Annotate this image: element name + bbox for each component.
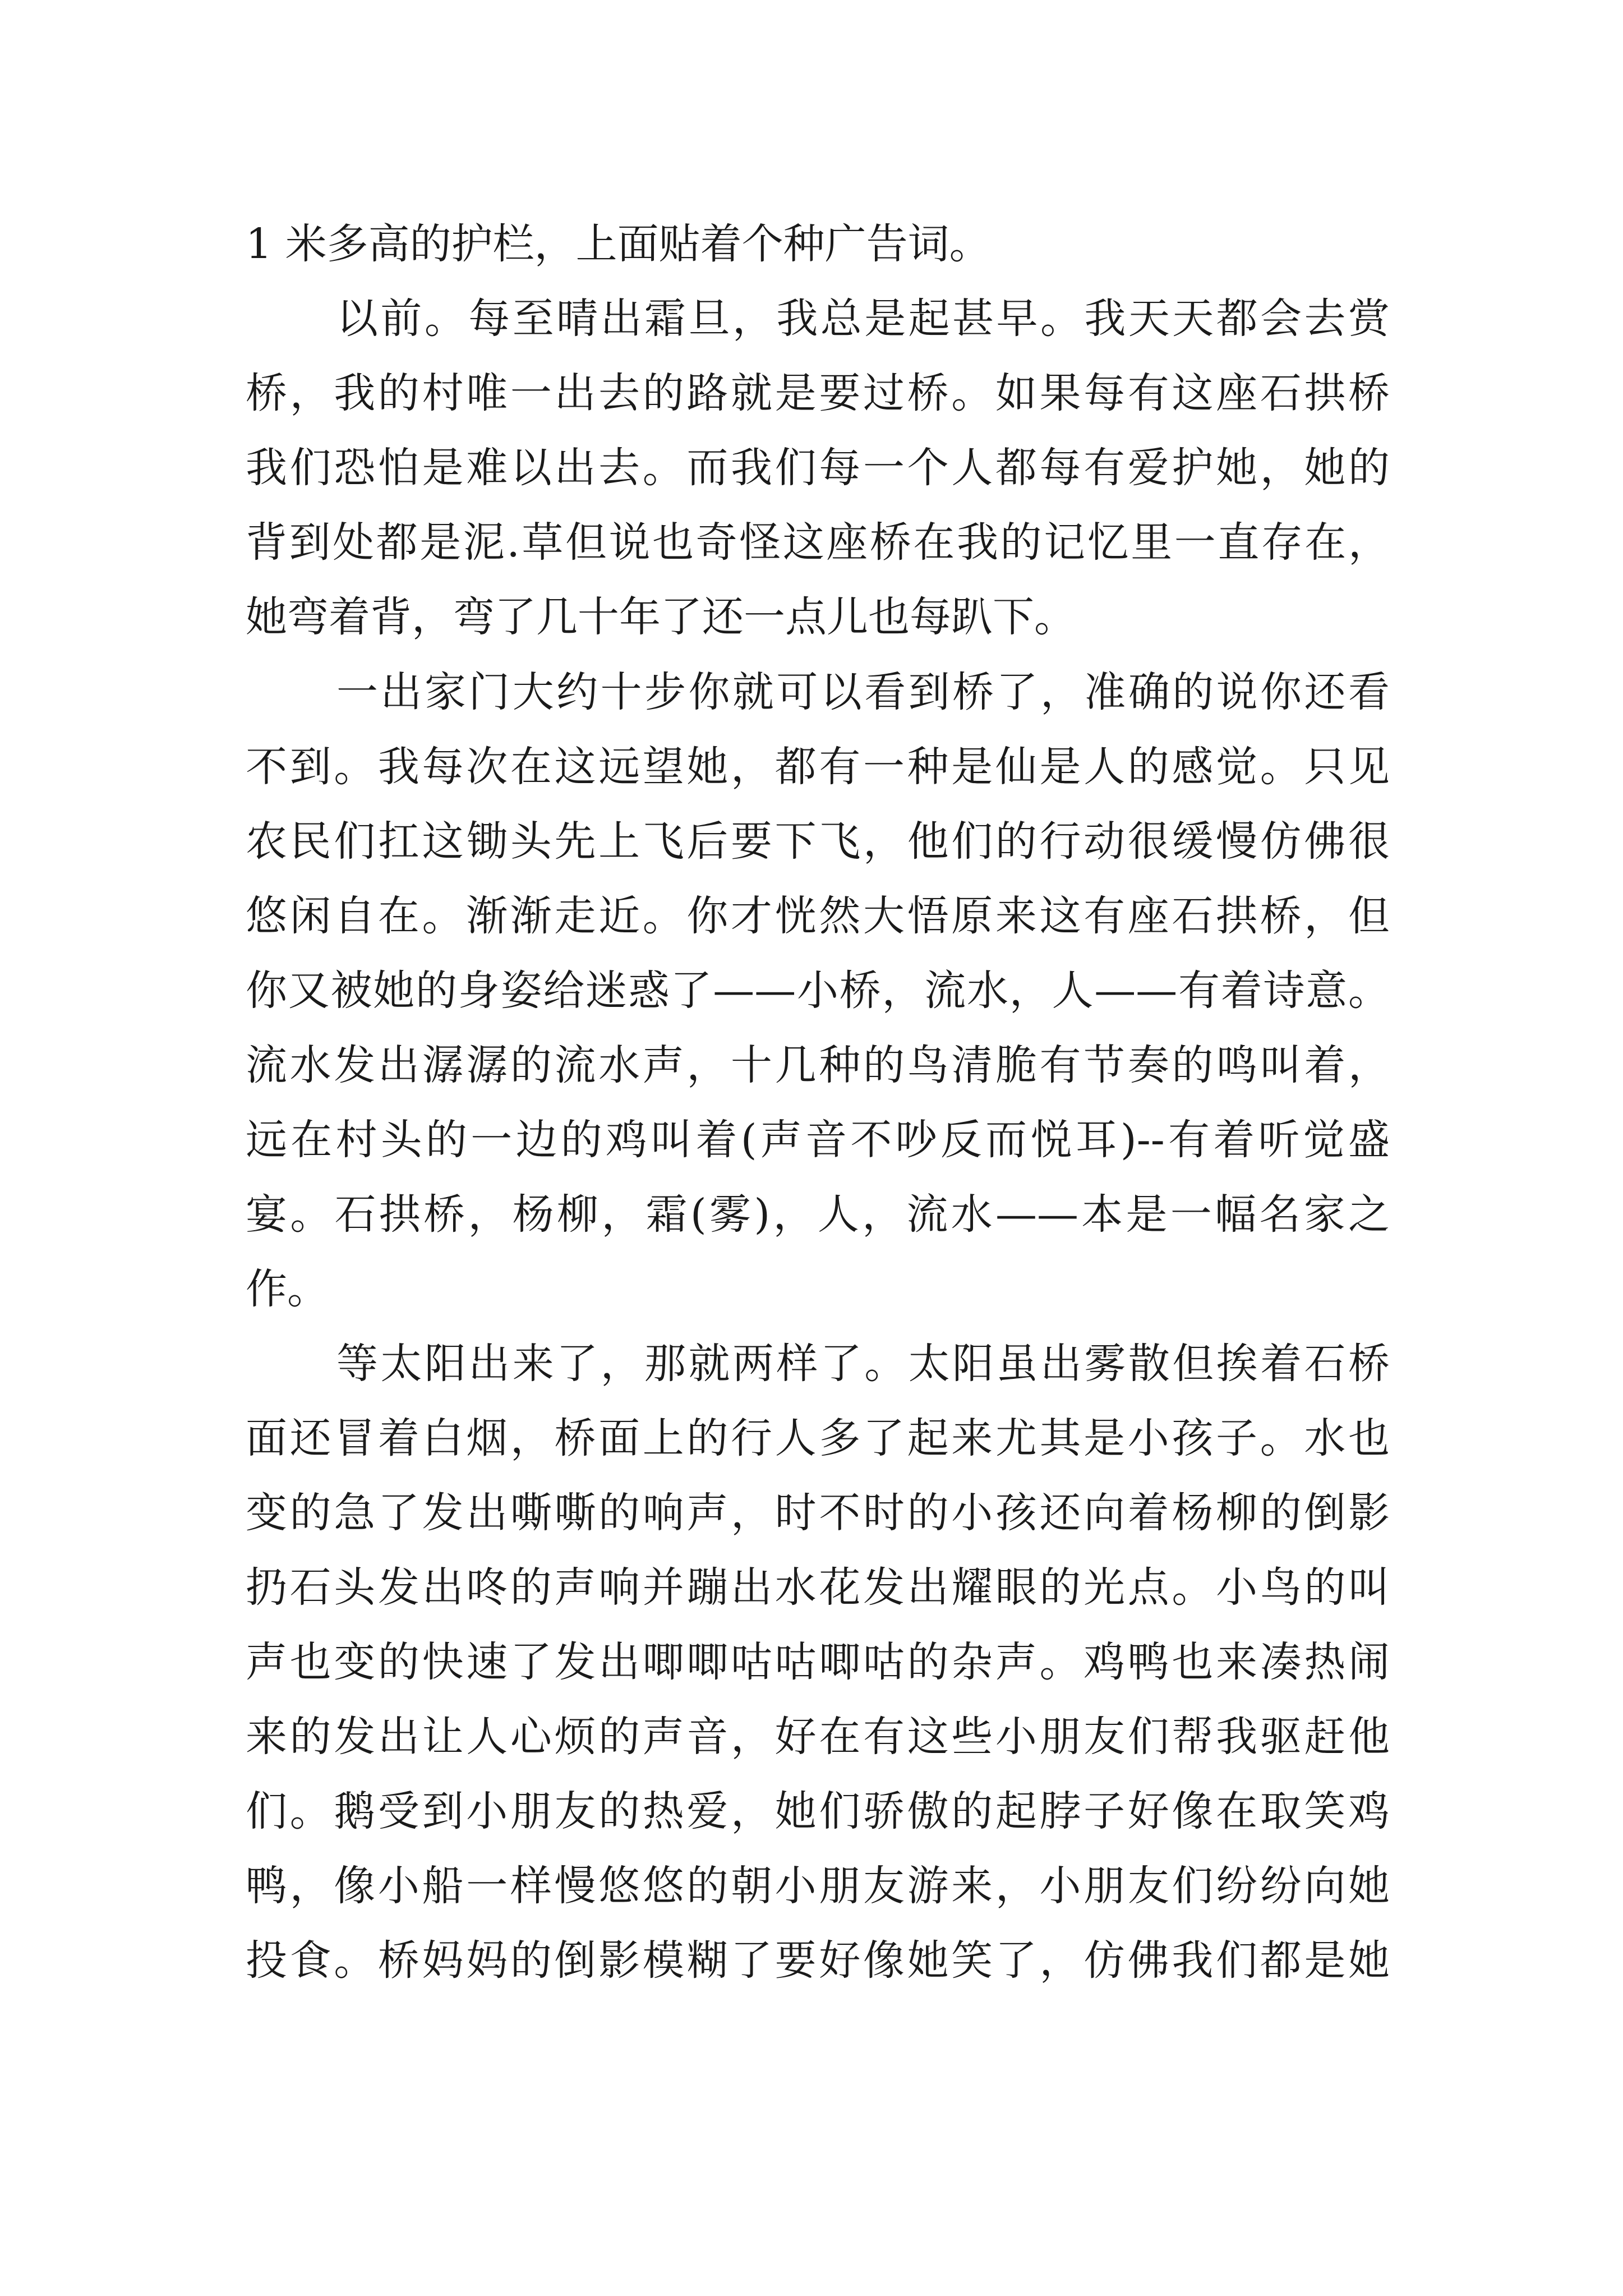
paragraph-first-line: 以前。每至晴出霜旦，我总是起甚早。我天天都会去赏: [336, 295, 1390, 343]
text-line: 桥，我的村唯一出去的路就是要过桥。如果每有这座石拱桥: [246, 369, 1390, 417]
text-line: 宴。石拱桥，杨柳，霜(雾)，人，流水——本是一幅名家之: [246, 1190, 1390, 1239]
text-line: 们。鹅受到小朋友的热爱，她们骄傲的起脖子好像在取笑鸡: [246, 1787, 1390, 1835]
text-line: 农民们扛这锄头先上飞后要下飞，他们的行动很缓慢仿佛很: [246, 817, 1390, 866]
text-line: 扔石头发出咚的声响并蹦出水花发出耀眼的光点。小鸟的叫: [246, 1563, 1390, 1612]
text-line: 不到。我每次在这远望她，都有一种是仙是人的感觉。只见: [246, 743, 1390, 791]
text-line: 1 米多高的护栏，上面贴着个种广告词。: [246, 220, 991, 268]
text-line: 远在村头的一边的鸡叫着(声音不吵反而悦耳)--有着听觉盛: [246, 1116, 1390, 1164]
text-line: 声也变的快速了发出唧唧咕咕唧咕的杂声。鸡鸭也来凑热闹: [246, 1638, 1390, 1686]
text-line: 流水发出潺潺的流水声，十几种的鸟清脆有节奏的鸣叫着，: [246, 1041, 1390, 1089]
paragraph-first-line: 等太阳出来了，那就两样了。太阳虽出雾散但挨着石桥: [336, 1340, 1390, 1388]
paragraph-first-line: 一出家门大约十步你就可以看到桥了，准确的说你还看: [336, 668, 1390, 716]
text-line: 投食。桥妈妈的倒影模糊了要好像她笑了，仿佛我们都是她: [246, 1936, 1390, 1985]
text-line: 作。: [246, 1265, 329, 1313]
text-line: 来的发出让人心烦的声音，好在有这些小朋友们帮我驱赶他: [246, 1713, 1390, 1761]
text-line: 背到处都是泥.草但说也奇怪这座桥在我的记忆里一直存在，: [246, 518, 1390, 567]
text-line: 变的急了发出嘶嘶的响声，时不时的小孩还向着杨柳的倒影: [246, 1489, 1390, 1537]
text-line: 鸭，像小船一样慢悠悠的朝小朋友游来，小朋友们纷纷向她: [246, 1862, 1390, 1910]
text-line: 我们恐怕是难以出去。而我们每一个人都每有爱护她，她的: [246, 444, 1390, 492]
text-line: 你又被她的身姿给迷惑了——小桥，流水，人——有着诗意。: [246, 967, 1390, 1015]
text-line: 面还冒着白烟，桥面上的行人多了起来尤其是小孩子。水也: [246, 1414, 1390, 1462]
text-line: 悠闲自在。渐渐走近。你才恍然大悟原来这有座石拱桥，但: [246, 892, 1390, 940]
text-line: 她弯着背，弯了几十年了还一点儿也每趴下。: [246, 593, 1076, 641]
